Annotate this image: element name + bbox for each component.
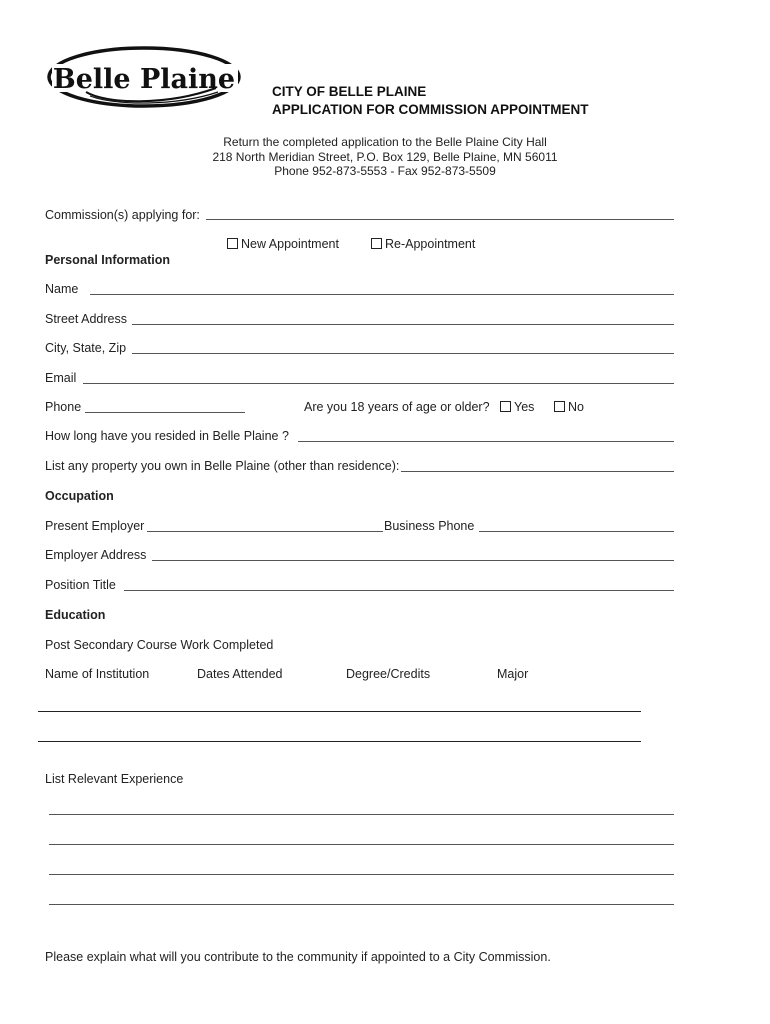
experience-line-2[interactable]	[49, 833, 674, 845]
experience-line-3[interactable]	[49, 863, 674, 875]
re-appointment-checkbox[interactable]	[371, 238, 382, 249]
name-input[interactable]	[90, 283, 674, 295]
age-no-option[interactable]	[554, 400, 584, 414]
residence-question: How long have you resided in Belle Plaine ?	[45, 429, 289, 443]
instructions-line-3: Phone 952-873-5553 - Fax 952-873-5509	[274, 164, 496, 178]
new-appointment-option[interactable]	[227, 237, 339, 251]
education-subheading: Post Secondary Course Work Completed	[45, 638, 274, 652]
age-yes-label: Yes	[514, 400, 535, 414]
street-address-input[interactable]	[132, 313, 674, 325]
col-major: Major	[497, 667, 529, 681]
phone-label: Phone	[45, 400, 82, 414]
experience-line-1[interactable]	[49, 803, 674, 815]
street-address-label: Street Address	[45, 312, 127, 326]
col-dates-attended: Dates Attended	[197, 667, 283, 681]
logo-text: Belle Plaine	[52, 64, 236, 95]
re-appointment-label: Re-Appointment	[385, 237, 476, 251]
col-institution: Name of Institution	[45, 667, 150, 681]
employer-address-input[interactable]	[152, 549, 674, 561]
city-name: CITY OF BELLE PLAINE	[272, 84, 427, 99]
position-title-label: Position Title	[45, 578, 116, 592]
age-no-label: No	[568, 400, 584, 414]
experience-line-4[interactable]	[49, 893, 674, 905]
position-title-input[interactable]	[124, 579, 674, 591]
personal-info-heading: Personal Information	[45, 253, 171, 267]
present-employer-label: Present Employer	[45, 519, 145, 533]
employer-address-label: Employer Address	[45, 548, 147, 562]
new-appointment-label: New Appointment	[241, 237, 339, 251]
residence-input[interactable]	[298, 430, 674, 442]
education-row-1[interactable]	[38, 711, 641, 712]
email-input[interactable]	[83, 372, 674, 384]
form-title: APPLICATION FOR COMMISSION APPOINTMENT	[272, 102, 589, 117]
present-employer-input[interactable]	[147, 520, 383, 532]
experience-label: List Relevant Experience	[45, 772, 184, 786]
property-question: List any property you own in Belle Plaine (other than residence):	[45, 459, 400, 473]
contribution-question: Please explain what will you contribute to the community if appointed to a City Commission.	[45, 950, 551, 964]
occupation-heading: Occupation	[45, 489, 114, 503]
city-state-zip-input[interactable]	[132, 342, 674, 354]
education-heading: Education	[45, 608, 106, 622]
commission-input[interactable]	[206, 208, 674, 220]
re-appointment-option[interactable]	[371, 237, 475, 251]
instructions-line-1: Return the completed application to the Belle Plaine City Hall	[223, 135, 547, 149]
education-row-2[interactable]	[38, 741, 641, 742]
instructions-line-2: 218 North Meridian Street, P.O. Box 129, Belle Plaine, MN 56011	[212, 150, 558, 164]
email-label: Email	[45, 371, 77, 385]
col-degree-credits: Degree/Credits	[346, 667, 431, 681]
business-phone-input[interactable]	[479, 520, 674, 532]
name-label: Name	[45, 282, 79, 296]
commission-label: Commission(s) applying for:	[45, 208, 200, 222]
new-appointment-checkbox[interactable]	[227, 238, 238, 249]
phone-input[interactable]	[85, 401, 245, 413]
business-phone-label: Business Phone	[384, 519, 475, 533]
city-state-zip-label: City, State, Zip	[45, 341, 127, 355]
city-logo	[46, 44, 242, 114]
age-yes-option[interactable]	[500, 400, 534, 414]
age-question: Are you 18 years of age or older?	[304, 400, 490, 414]
age-no-checkbox[interactable]	[554, 401, 565, 412]
age-yes-checkbox[interactable]	[500, 401, 511, 412]
property-input[interactable]	[401, 460, 674, 472]
